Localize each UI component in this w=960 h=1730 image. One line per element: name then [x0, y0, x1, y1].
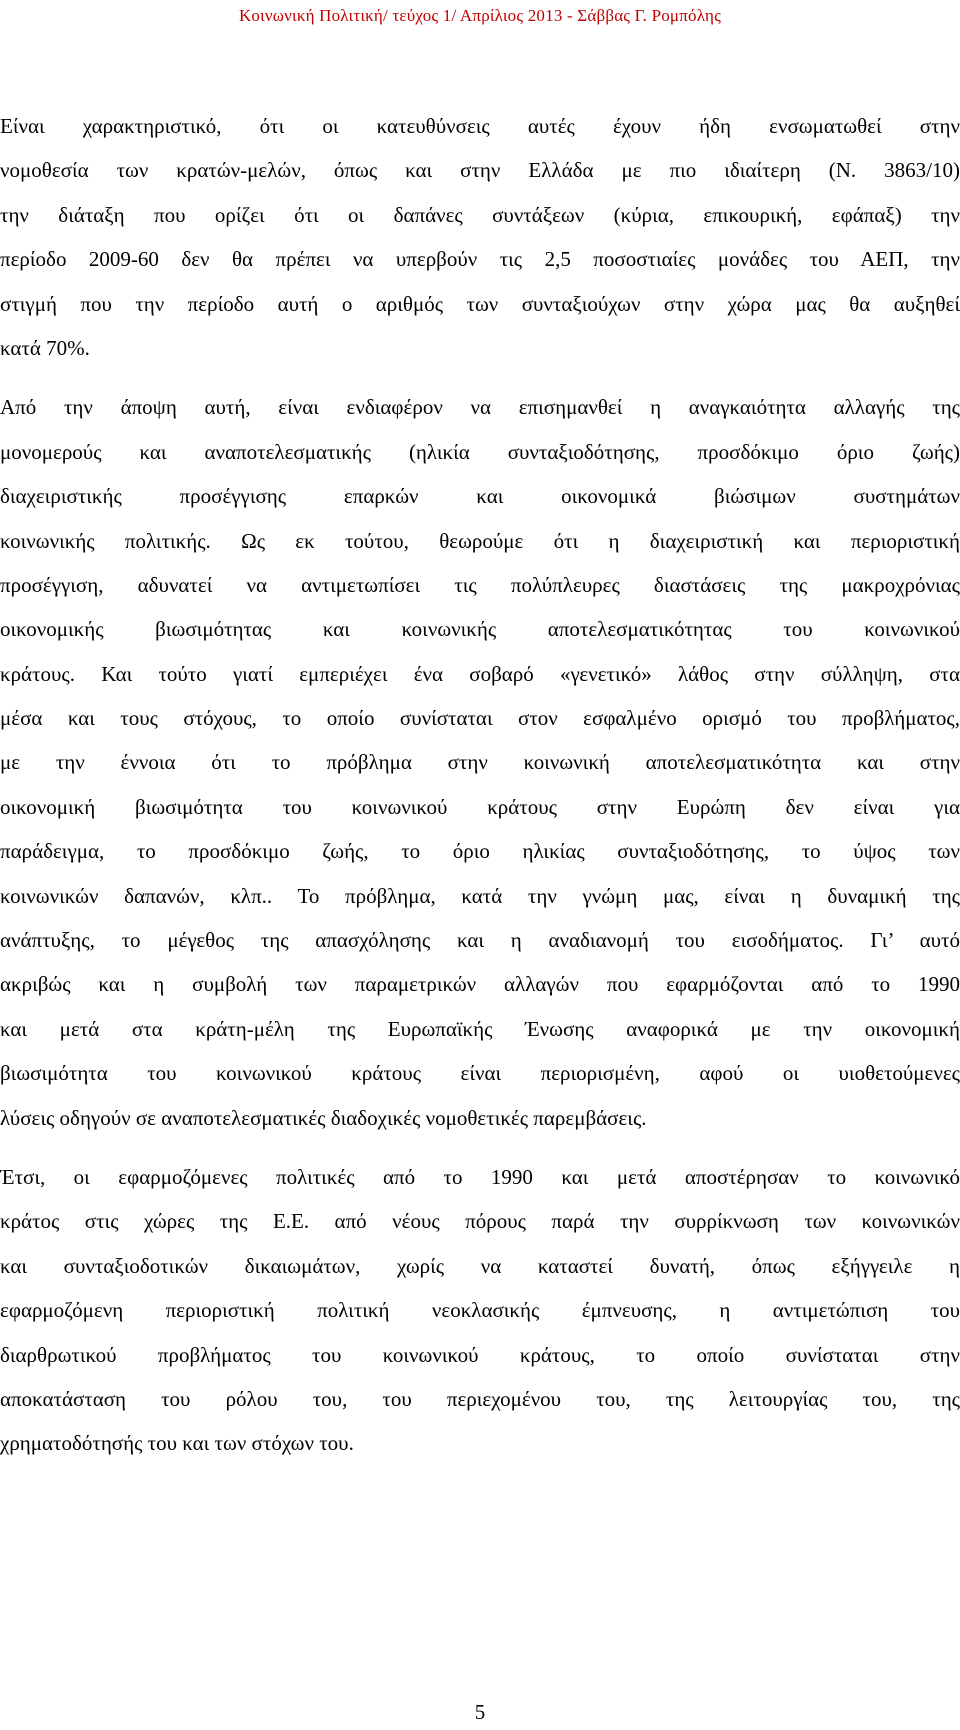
text-line: μέσα και τους στόχους, το οποίο συνίσταται στον εσφαλμένο ορισμό του προβλήματος,: [0, 706, 960, 731]
text-line: Έτσι, οι εφαρμοζόμενες πολιτικές από το 1990 και μετά αποστέρησαν το κοινωνικό: [0, 1164, 960, 1189]
text-line: μονομερούς και αναποτελεσματικής (ηλικία συνταξιοδότησης, προσδόκιμο όριο ζωής): [0, 439, 960, 464]
text-line: οικονομική βιωσιμότητα του κοινωνικού κράτους στην Ευρώπη δεν είναι για: [0, 794, 960, 819]
text-line: με την έννοια ότι το πρόβλημα στην κοινωνική αποτελεσματικότητα και στην: [0, 750, 960, 775]
text-line: βιωσιμότητα του κοινωνικού κράτους είναι περιορισμένη, αφού οι υιοθετούμενες: [0, 1061, 960, 1086]
text-line: διαρθρωτικού προβλήματος του κοινωνικού κράτους, το οποίο συνίσταται στην: [0, 1342, 960, 1367]
text-line: στιγμή που την περίοδο αυτή ο αριθμός των συνταξιούχων στην χώρα μας θα αυξηθεί: [0, 291, 960, 316]
text-line: προσέγγιση, αδυνατεί να αντιμετωπίσει τις πολύπλευρες διαστάσεις της μακροχρόνιας: [0, 572, 960, 597]
paragraph-2: [0, 385, 960, 1140]
text-line: περίοδο 2009-60 δεν θα πρέπει να υπερβούν τις 2,5 ποσοστιαίες μονάδες του ΑΕΠ, την: [0, 247, 960, 272]
text-line: Από την άποψη αυτή, είναι ενδιαφέρον να επισημανθεί η αναγκαιότητα αλλαγής της: [0, 395, 960, 420]
text-line: Είναι χαρακτηριστικό, ότι οι κατευθύνσεις αυτές έχουν ήδη ενσωματωθεί στην: [0, 114, 960, 138]
text-line: κοινωνικών δαπανών, κλπ.. Το πρόβλημα, κατά την γνώμη μας, είναι η δυναμική της: [0, 883, 960, 908]
text-line: χρηματοδότησής του και των στόχων του.: [0, 1431, 354, 1456]
text-line: διαχειριστικής προσέγγισης επαρκών και οικονομικά βιώσιμων συστημάτων: [0, 484, 960, 509]
running-header: Κοινωνική Πολιτική/ τεύχος 1/ Απρίλιος 2013 - Σάββας Γ. Ρομπόλης: [238, 6, 722, 25]
text-line: παράδειγμα, το προσδόκιμο ζωής, το όριο ηλικίας συνταξιοδότησης, το ύψος των: [0, 839, 960, 864]
text-line: νομοθεσία των κρατών-μελών, όπως και στην Ελλάδα με πιο ιδιαίτερη (Ν. 3863/10): [0, 158, 960, 183]
page-number: 5: [474, 1700, 486, 1724]
text-line: οικονομικής βιωσιμότητας και κοινωνικής αποτελεσματικότητας του κοινωνικού: [0, 617, 960, 642]
paragraph-1: [0, 104, 960, 370]
document-body: [0, 104, 960, 1466]
text-line: κράτους. Και τούτο γιατί εμπεριέχει ένα σοβαρό «γενετικό» λάθος στην σύλληψη, στα: [0, 661, 960, 686]
text-line: λύσεις οδηγούν σε αναποτελεσματικές διαδοχικές νομοθετικές παρεμβάσεις.: [0, 1105, 647, 1130]
text-line: και μετά στα κράτη-μέλη της Ευρωπαϊκής Ένωσης αναφορικά με την οικονομική: [0, 1016, 960, 1041]
text-line: αποκατάσταση του ρόλου του, του περιεχομένου του, της λειτουργίας του, της: [0, 1386, 960, 1411]
text-line: την διάταξη που ορίζει ότι οι δαπάνες συντάξεων (κύρια, επικουρική, εφάπαξ) την: [0, 202, 960, 227]
text-line: και συνταξιοδοτικών δικαιωμάτων, χωρίς να καταστεί δυνατή, όπως εξήγγειλε η: [0, 1253, 960, 1278]
text-line: ανάπτυξης, το μέγεθος της απασχόλησης και η αναδιανομή του εισοδήματος. Γι’ αυτό: [0, 928, 960, 953]
paragraph-3: [0, 1155, 960, 1466]
text-line: κοινωνικής πολιτικής. Ως εκ τούτου, θεωρούμε ότι η διαχειριστική και περιοριστική: [0, 528, 960, 553]
text-line: κράτος στις χώρες της Ε.Ε. από νέους πόρους παρά την συρρίκνωση των κοινωνικών: [0, 1209, 960, 1234]
text-line: κατά 70%.: [0, 335, 90, 360]
text-line: εφαρμοζόμενη περιοριστική πολιτική νεοκλασικής έμπνευσης, η αντιμετώπιση του: [0, 1298, 960, 1323]
text-line: ακριβώς και η συμβολή των παραμετρικών αλλαγών που εφαρμόζονται από το 1990: [0, 972, 960, 997]
